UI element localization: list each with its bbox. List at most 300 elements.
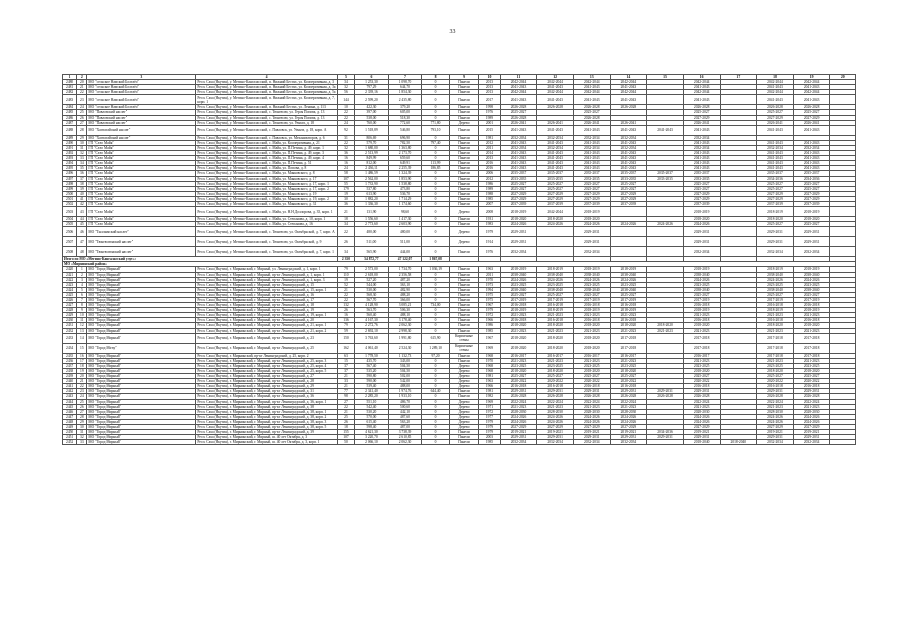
table-cell: 1968: [479, 363, 500, 368]
table-cell: 2020-2022: [500, 379, 537, 384]
table-cell: 179: [337, 186, 354, 191]
table-cell: 0: [422, 145, 449, 150]
table-cell: Респ. Саха (Якутия), г. Мирнинский, г. Мирный, пр-кт Ленинградский, д. 27: [196, 374, 337, 379]
table-cell: 2015: [479, 125, 500, 135]
table-cell: Респ. Саха (Якутия), г. Мирнинский, г. Мирный, пр-кт Ленинградский, д. 39: [196, 430, 337, 435]
table-cell: 1970: [479, 358, 500, 363]
table-cell: 2025-2027: [683, 181, 720, 186]
table-cell: 2037-2039: [500, 201, 537, 206]
column-number-header: 16: [683, 75, 720, 80]
table-cell: 2018-2019: [757, 207, 794, 217]
table-cell: 2027-2029: [793, 196, 830, 201]
table-cell: 2041-2043: [610, 125, 647, 135]
total-cell: 1 867,08: [422, 257, 449, 262]
table-cell: Кирпичные стены: [449, 343, 479, 353]
table-cell: 37: [337, 363, 354, 368]
table-cell: Респ. Саха (Якутия), г. Мирнинский, г. Мирный, пр-кт Ленинградский, д. 20: [196, 318, 337, 323]
table-cell: 0: [422, 191, 449, 196]
table-cell: Панели: [449, 292, 479, 297]
table-cell: 1 486,59: [355, 171, 389, 176]
table-cell: 2026-2028: [647, 394, 684, 399]
table-cell: 3 220,70: [355, 435, 389, 440]
table-cell: 16: [77, 353, 87, 358]
table-cell: 2041-2043: [793, 140, 830, 145]
table-cell: 1979: [479, 308, 500, 313]
table-cell: 2026-2028: [683, 394, 720, 399]
table-cell: 2032-2034: [537, 135, 574, 140]
column-number-header: 14: [610, 75, 647, 80]
table-cell: 2018-2020: [573, 343, 610, 353]
table-cell: 18: [337, 424, 354, 429]
table-cell: Респ. Саха (Якутия), у. Мегино-Кангаласский, с. Тюнгюлю, ул. Октябрьской, д. 7, корп. 1: [196, 247, 337, 257]
table-cell: 1 036,19: [422, 267, 449, 272]
table-cell: МО "Тюнгюлюнский наслег": [87, 237, 196, 247]
table-cell: 2016-2017: [537, 353, 574, 358]
table-cell: 2481: [63, 85, 77, 90]
table-cell: 26: [337, 308, 354, 313]
table-cell: МО "Город Мирный": [87, 363, 196, 368]
table-cell: 2029-2031: [793, 227, 830, 237]
table-cell: 0: [422, 440, 449, 445]
table-cell: 2028-2030: [793, 409, 830, 414]
table-cell: 782,50: [388, 140, 422, 145]
table-cell: 2027-2029: [610, 191, 647, 196]
table-cell: МО "Город Мирный": [87, 404, 196, 409]
table-cell: Респ. Саха (Якутия), г. Мирнинский, пр-кт Ленинградский, д. 25, корп. 2: [196, 353, 337, 358]
table-cell: МО "Город Мирный": [87, 267, 196, 272]
table-cell: 2035-2037: [757, 171, 794, 176]
table-cell: 2035-2037: [683, 171, 720, 176]
table-cell: ГП "Село Майя": [87, 156, 196, 161]
table-cell: 32: [77, 151, 87, 156]
table-cell: МО "Город Мирный": [87, 277, 196, 282]
table-cell: 113,99: [422, 161, 449, 166]
table-cell: 2018-2020: [610, 323, 647, 328]
column-number-header: 10: [479, 75, 500, 80]
table-cell: 2016-2018: [500, 384, 537, 389]
table-cell: 2024-2026: [683, 277, 720, 282]
table-cell: 2041-2043: [647, 125, 684, 135]
table-cell: 50: [337, 440, 354, 445]
table-cell: 1 556,60: [355, 217, 389, 222]
table-cell: 2425: [63, 292, 77, 297]
table-cell: Панели: [449, 80, 479, 85]
table-cell: 2018-2019: [573, 308, 610, 313]
table-cell: 0: [422, 222, 449, 227]
table-cell: 2026-2028: [683, 105, 720, 110]
table-cell: 2024-2026: [647, 222, 684, 227]
table-cell: Дерево: [449, 399, 479, 404]
table-cell: 22: [337, 115, 354, 120]
table-cell: 0: [422, 404, 449, 409]
table-cell: 1971: [479, 404, 500, 409]
table-cell: 3 738,39: [388, 430, 422, 435]
table-cell: 2026-2028: [610, 394, 647, 399]
table-cell: 2027-2029: [573, 191, 610, 196]
column-number-header: 7: [388, 75, 422, 80]
table-cell: 2 573,00: [355, 267, 389, 272]
table-cell: 0: [422, 419, 449, 424]
column-number-header: 5: [337, 75, 354, 80]
table-cell: 21: [77, 85, 87, 90]
table-cell: 2021-2023: [793, 404, 830, 409]
table-cell: 22: [337, 298, 354, 303]
table-cell: 511,00: [388, 237, 422, 247]
table-cell: 2027-2029: [573, 424, 610, 429]
table-cell: 23: [77, 389, 87, 394]
table-cell: 2042-2044: [573, 80, 610, 85]
table-cell: 1972: [479, 313, 500, 318]
table-cell: 2499: [63, 186, 77, 191]
table-cell: 2 618,00: [355, 272, 389, 277]
table-cell: 0: [422, 156, 449, 161]
table-cell: МО "Город Мирный": [87, 292, 196, 297]
table-cell: [830, 207, 856, 217]
table-cell: 2023-2025: [500, 363, 537, 368]
table-cell: 2438: [63, 368, 77, 373]
table-cell: 2038-2040: [573, 287, 610, 292]
table-cell: [720, 207, 757, 217]
table-cell: 1 132,73: [388, 353, 422, 358]
table-cell: [537, 237, 574, 247]
table-cell: [830, 125, 856, 135]
table-cell: 2431: [63, 323, 77, 328]
table-cell: 16: [337, 156, 354, 161]
table-cell: 2421: [63, 272, 77, 277]
table-cell: 2027-2029: [610, 424, 647, 429]
table-cell: 35: [77, 166, 87, 171]
table-cell: 2008: [479, 207, 500, 217]
table-cell: 2017-2018: [757, 333, 794, 343]
table-cell: 2034-2036: [757, 176, 794, 181]
table-cell: Респ. Саха (Якутия), г. Мирнинский, г. Мирный, пр-кт Ленинградский, д. 38, корп. 2: [196, 414, 337, 419]
table-cell: 2041-2043: [573, 166, 610, 171]
table-cell: 2 062,30: [388, 323, 422, 328]
table-cell: 2035-2037: [537, 171, 574, 176]
table-cell: [720, 237, 757, 247]
table-cell: 22: [337, 140, 354, 145]
table-cell: 2037-2039: [573, 201, 610, 206]
table-cell: МО "Тюнгюлюнский наслег": [87, 247, 196, 257]
table-cell: 1 518,89: [355, 125, 389, 135]
table-cell: Панели: [449, 353, 479, 358]
table-cell: 444,00: [388, 247, 422, 257]
table-cell: Респ. Саха (Якутия), г. Мирнинский, г. Мирный, ул. Ленинградский, д. 1, корп. 1: [196, 267, 337, 272]
table-cell: 2024-2026: [683, 419, 720, 424]
table-cell: 2498: [63, 181, 77, 186]
table-row: [63, 125, 856, 135]
table-cell: 2483: [63, 95, 77, 105]
table-cell: МО "Павловский наслег": [87, 110, 196, 115]
table-cell: 772,60: [388, 120, 422, 125]
table-cell: 23: [77, 95, 87, 105]
table-cell: 2011: [479, 145, 500, 150]
table-cell: 2032-2034: [610, 145, 647, 150]
table-cell: 2035-2037: [573, 171, 610, 176]
table-cell: 2032-2034: [537, 440, 574, 445]
table-cell: 442,10: [388, 409, 422, 414]
table-cell: 9: [77, 308, 87, 313]
table-cell: 2041-2043: [683, 151, 720, 156]
table-cell: МО "Хаптагайский наслег": [87, 125, 196, 135]
table-cell: 2029-2031: [793, 237, 830, 247]
table-cell: 2027-2029: [537, 196, 574, 201]
table-cell: Кирпичные стены: [449, 333, 479, 343]
table-cell: 2029-2031: [757, 389, 794, 394]
table-cell: 2436: [63, 358, 77, 363]
table-cell: 28: [77, 125, 87, 135]
table-cell: 2041-2043: [500, 140, 537, 145]
table-cell: 22: [337, 404, 354, 409]
table-cell: 2018-2019: [683, 267, 720, 272]
table-cell: 2449: [63, 424, 77, 429]
table-cell: 25: [337, 414, 354, 419]
table-cell: МО "Город Мirny": [87, 343, 196, 353]
table-cell: 0: [422, 227, 449, 237]
table-cell: 363,10: [388, 282, 422, 287]
table-cell: 696,90: [388, 135, 422, 140]
table-cell: 2024-2026: [500, 414, 537, 419]
table-cell: 77: [337, 389, 354, 394]
table-cell: 2016-2018: [793, 384, 830, 389]
table-cell: 2038-2040: [683, 287, 720, 292]
table-cell: 2021-2023: [683, 358, 720, 363]
table-cell: 3: [77, 277, 87, 282]
table-cell: 2017-2018: [793, 343, 830, 353]
table-cell: 1998: [479, 105, 500, 110]
table-cell: 2021-2023: [537, 358, 574, 363]
table-cell: Респ. Саха (Якутия), г. Мирнинский, г. Мирный, пр-кт Ленинградский, д. 19, корп. 1: [196, 313, 337, 318]
table-cell: Респ. Саха (Якутия), у. Мегино-Кангаласский, с. Тюнгюлю, ул. Октябрьской, д. 9: [196, 237, 337, 247]
table-cell: 486,70: [388, 399, 422, 404]
table-cell: 2041-2043: [757, 140, 794, 145]
table-cell: Панели: [449, 394, 479, 399]
table-cell: 849,99: [355, 156, 389, 161]
table-cell: 2028-2030: [610, 409, 647, 414]
table-cell: [830, 247, 856, 257]
table-cell: 2018-2020: [573, 323, 610, 328]
table-cell: 0: [422, 181, 449, 186]
table-cell: 19: [77, 368, 87, 373]
table-cell: 2038-2040: [610, 272, 647, 277]
table-cell: 2016-2017: [500, 353, 537, 358]
column-number-header: 4: [196, 75, 337, 80]
table-cell: 2480: [63, 80, 77, 85]
table-cell: МО "Павловский наслег": [87, 120, 196, 125]
table-cell: 2041-2043: [610, 95, 647, 105]
table-cell: 2016-2018: [500, 318, 537, 323]
table-cell: 7: [77, 298, 87, 303]
table-cell: 2026-2041: [500, 120, 537, 125]
table-cell: 1 933,10: [388, 394, 422, 399]
table-cell: 2041-2043: [573, 125, 610, 135]
table-cell: 31: [77, 430, 87, 435]
table-cell: 2037-2039: [793, 201, 830, 206]
table-cell: 590,00: [355, 379, 389, 384]
table-cell: 2042-2044: [500, 80, 537, 85]
table-cell: 2029-2031: [500, 237, 537, 247]
table-cell: Панели: [449, 176, 479, 181]
table-cell: 58: [337, 171, 354, 176]
table-cell: Респ. Саха (Якутия), г. Мирнинский, г. Мирный, ш. 40 лет Октября, д. 3, корп. 1: [196, 440, 337, 445]
table-cell: 538,00: [355, 115, 389, 120]
table-cell: 2022-2024: [573, 399, 610, 404]
table-cell: Респ. Саха (Якутия), у. Мегино-Кангаласский, п. Нижний Бестях, ул. Кооперативная, д. 3: [196, 80, 337, 85]
table-cell: Панели: [449, 95, 479, 105]
table-cell: Респ. Саха (Якутия), у. Мегино-Кангаласский, с. Майя, ул. Маяковского, д. 17, корп. 1: [196, 181, 337, 186]
table-cell: 2021-2023: [500, 328, 537, 333]
table-cell: Панели: [449, 389, 479, 394]
table-cell: 2434: [63, 343, 77, 353]
table-cell: 2018-2019: [500, 267, 537, 272]
table-cell: 2026-2028: [500, 105, 537, 110]
table-cell: [610, 237, 647, 247]
table-cell: 2026-2028: [573, 394, 610, 399]
table-cell: 2 066,10: [355, 440, 389, 445]
table-cell: 10: [337, 105, 354, 110]
table-cell: 2018-2020: [793, 368, 830, 373]
table-cell: 2018-2020: [793, 323, 830, 328]
table-cell: 2021-2023: [757, 313, 794, 318]
table-cell: 2025-2027: [757, 292, 794, 297]
table-cell: МО "Хаптагайский наслег": [87, 135, 196, 140]
table-cell: 797,29: [355, 85, 389, 90]
table-cell: 1976: [479, 110, 500, 115]
table-cell: 1963: [479, 379, 500, 384]
table-cell: 1986: [479, 323, 500, 328]
table-cell: 2018-2020: [500, 323, 537, 328]
table-cell: 0: [422, 298, 449, 303]
table-cell: МО "Город Мирный": [87, 419, 196, 424]
table-cell: Респ. Саха (Якутия), у. Мегино-Кангаласский, с. Павловск, ул. Механизаторов, д. 6: [196, 135, 337, 140]
table-cell: 2041-2043: [793, 166, 830, 171]
table-cell: 2027-2029: [500, 196, 537, 201]
table-cell: Респ. Саха (Якутия), г. Мирнинский, г. Мирный, пр-кт Ленинградский, д. 29: [196, 384, 337, 389]
table-cell: 27: [77, 120, 87, 125]
table-cell: 2016-2018: [573, 318, 610, 323]
table-cell: 2041-2043: [683, 140, 720, 145]
table-cell: 2041-2043: [757, 95, 794, 105]
table-cell: 0: [422, 409, 449, 414]
table-cell: 2018-2020: [757, 323, 794, 328]
table-cell: 0: [422, 110, 449, 115]
table-cell: 500,60: [388, 404, 422, 409]
table-cell: 3 178,40: [388, 318, 422, 323]
table-cell: 1969: [479, 399, 500, 404]
table-cell: 2016-2018: [683, 318, 720, 323]
table-cell: 2011: [479, 272, 500, 277]
table-cell: 2042-2044: [683, 80, 720, 85]
table-cell: 1966: [479, 318, 500, 323]
table-cell: 2 603,90: [388, 222, 422, 227]
table-cell: 2026-2028: [500, 394, 537, 399]
table-cell: 2022-2024: [610, 399, 647, 404]
table-cell: 544,00: [355, 282, 389, 287]
table-row: [63, 247, 856, 257]
table-cell: 542,00: [388, 379, 422, 384]
table-cell: 2018-2019: [500, 308, 537, 313]
table-cell: Респ. Саха (Якутия), г. Мирнинский, г. Мирный, пр-кт Ленинградский, д. 17: [196, 298, 337, 303]
table-cell: 2025-2027: [610, 186, 647, 191]
table-cell: 1 174,60: [388, 201, 422, 206]
table-cell: 2025-2027: [757, 181, 794, 186]
section-heading: МО «Мирнинский район»: [63, 262, 856, 267]
table-cell: Респ. Саха (Якутия), г. Мирнинский, г. Мирный, пр-кт Ленинградский, д. 28: [196, 379, 337, 384]
total-cell: 47 122,07: [388, 257, 422, 262]
table-cell: 2025-2027: [757, 222, 794, 227]
table-cell: 2041-2043: [610, 166, 647, 171]
column-number-header: 18: [757, 75, 794, 80]
table-cell: 2495: [63, 166, 77, 171]
table-cell: 2018-2020: [573, 217, 610, 222]
table-cell: Респ. Саха (Якутия), у. Мегино-Кангаласский, п. Нижний Бестях, ул. Кооперативная, д. 5а: [197, 90, 336, 95]
table-cell: 2026-2041: [537, 120, 574, 125]
table-cell: 2435: [63, 353, 77, 358]
table-cell: 2038-2040: [793, 287, 830, 292]
table-cell: Панели: [449, 358, 479, 363]
table-cell: 2496: [63, 171, 77, 176]
table-cell: 2018-2019: [610, 267, 647, 272]
table-cell: 2452: [63, 440, 77, 445]
table-cell: 2025-2027: [573, 374, 610, 379]
table-cell: 1 974,76: [388, 389, 422, 394]
table-cell: 1979: [479, 424, 500, 429]
table-cell: 1982: [479, 394, 500, 399]
table-cell: 107: [337, 435, 354, 440]
table-cell: 2041-2043: [793, 95, 830, 105]
table-cell: 613,90: [355, 191, 389, 196]
table-cell: 32: [77, 435, 87, 440]
table-cell: 2445: [63, 404, 77, 409]
table-cell: 2016-2018: [757, 318, 794, 323]
column-number-header: 13: [573, 75, 610, 80]
table-cell: 487,00: [388, 424, 422, 429]
table-cell: 22: [337, 292, 354, 297]
table-cell: 55: [337, 181, 354, 186]
table-cell: 2032-2034: [757, 247, 794, 257]
table-cell: Респ. Саха (Якутия), г. Мирнинский, г. Мирный, пр-кт Ленинградский, д. 36: [196, 394, 337, 399]
table-cell: 2017-2018: [757, 343, 794, 353]
table-cell: 2024-2026: [793, 419, 830, 424]
table-cell: 162: [337, 343, 354, 353]
table-cell: 2440: [63, 379, 77, 384]
table-cell: 2 513,99: [355, 151, 389, 156]
table-cell: 2493: [63, 156, 77, 161]
table-cell: ГП "Село Майя": [87, 191, 196, 196]
table-cell: 2042-2044: [610, 80, 647, 85]
table-cell: 2038-2040: [757, 287, 794, 292]
table-cell: МО "Город Мирный": [87, 333, 196, 343]
table-cell: 518,30: [388, 115, 422, 120]
table-cell: 1988: [479, 191, 500, 196]
table-cell: ГП "Село Майя": [87, 176, 196, 181]
table-cell: 488,00: [388, 384, 422, 389]
total-cell: 2 350: [337, 257, 354, 262]
table-cell: 1 289,10: [422, 343, 449, 353]
table-cell: 1966: [479, 384, 500, 389]
table-cell: 2041-2043: [573, 140, 610, 145]
table-cell: 36: [77, 171, 87, 176]
table-cell: 1 854,30: [388, 90, 422, 95]
table-cell: 30: [77, 424, 87, 429]
table-cell: 92: [337, 125, 354, 135]
table-cell: 1969: [479, 343, 500, 353]
table-cell: 5: [77, 287, 87, 292]
table-cell: 2032-2034: [537, 145, 574, 150]
table-cell: 2016-2018: [683, 303, 720, 308]
table-cell: 2: [77, 272, 87, 277]
table-cell: 34: [337, 247, 354, 257]
